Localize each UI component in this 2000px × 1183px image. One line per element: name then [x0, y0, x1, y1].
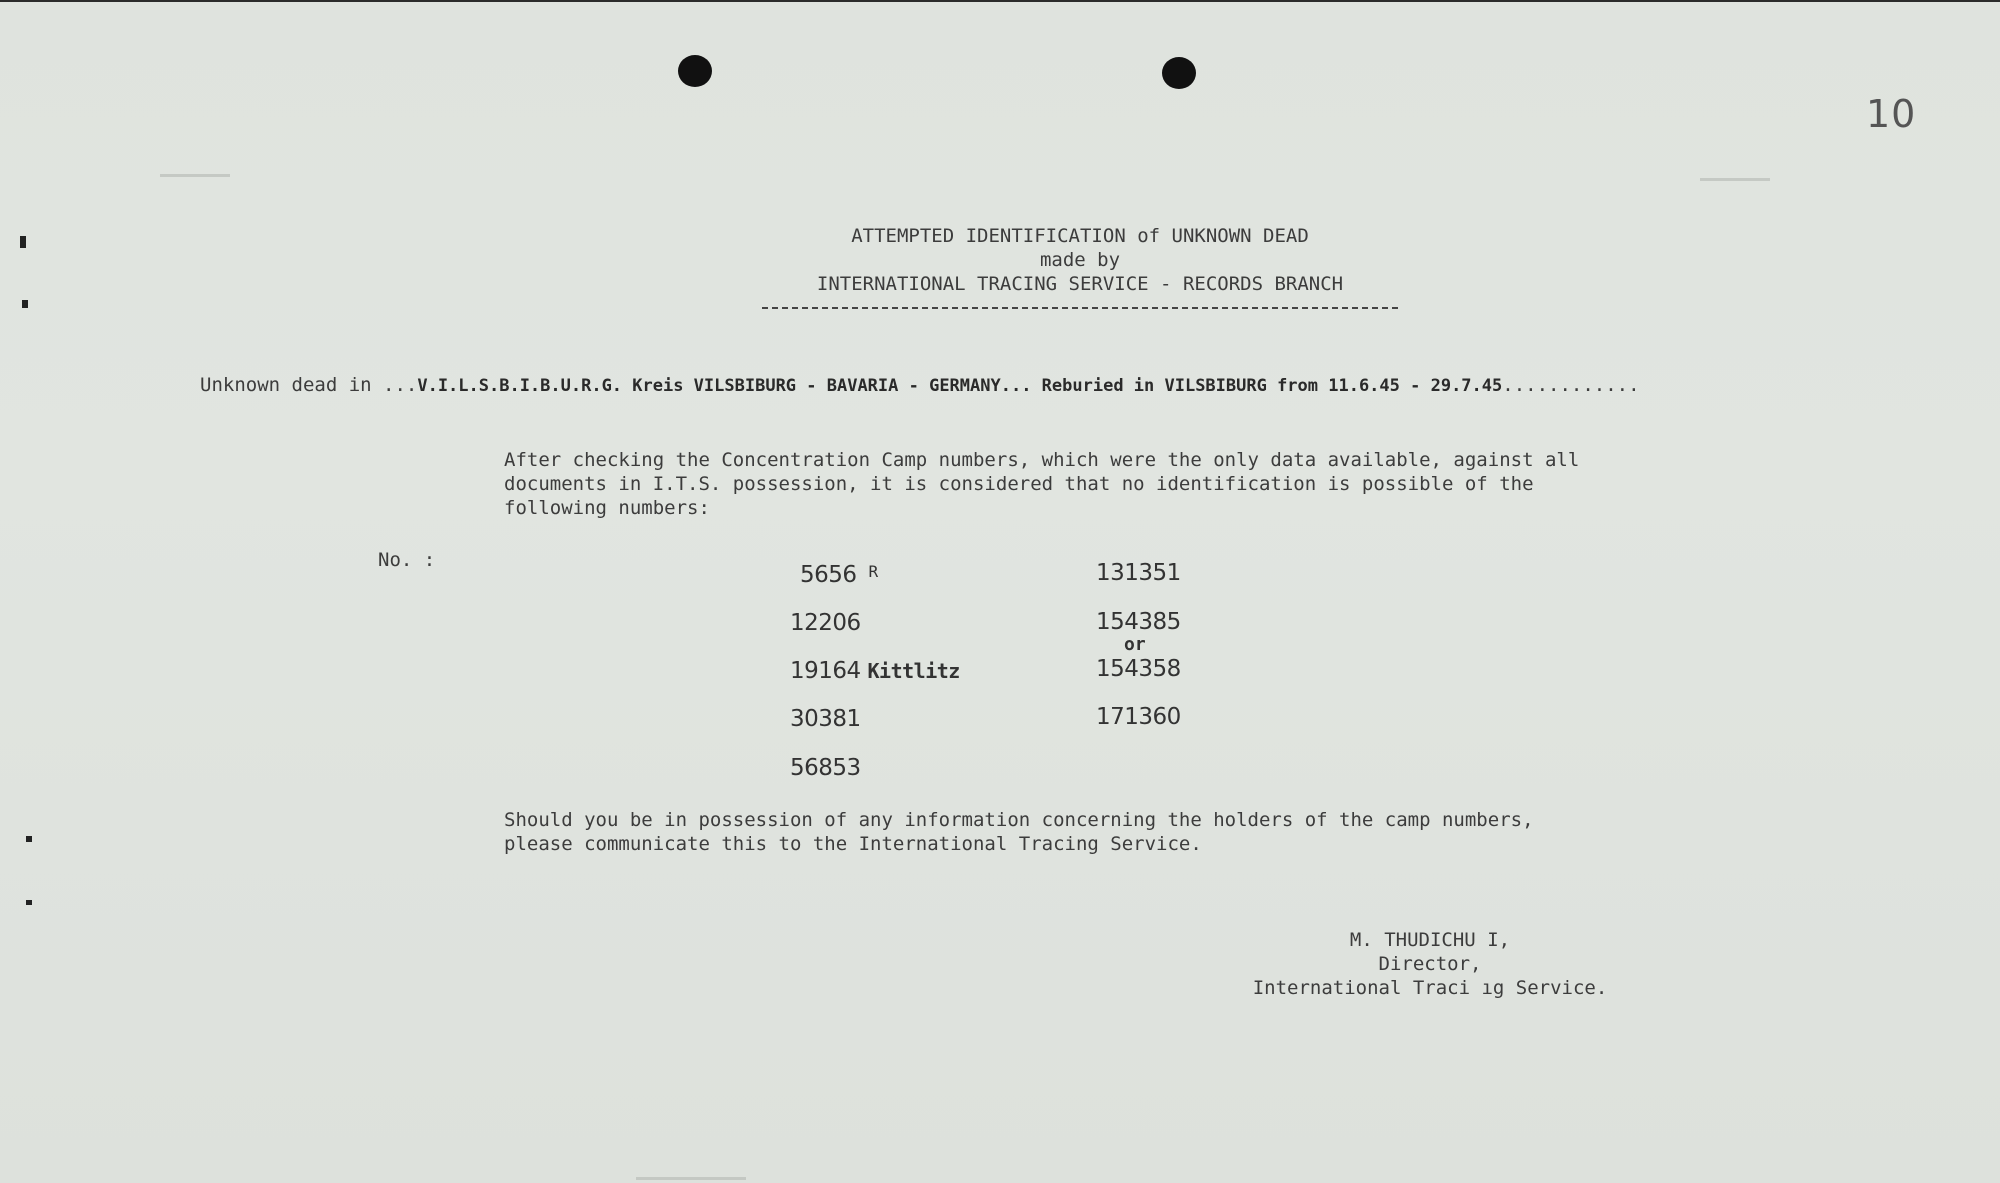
camp-number: [1096, 704, 1181, 730]
intro-paragraph: [504, 448, 1764, 520]
closing-line: please communicate this to the International Tracing Service.: [504, 833, 1202, 855]
intro-line: following numbers:: [504, 497, 710, 519]
intro-line: After checking the Concentration Camp numbers, which were the only data available, against all: [504, 449, 1580, 471]
smudge-mark: [1700, 178, 1770, 181]
camp-number-value: 131351: [1096, 560, 1181, 586]
camp-number: [790, 706, 861, 732]
signatory-name: M. THUDICHU I,: [1349, 929, 1511, 951]
binder-mark-top: [20, 236, 26, 248]
signatory-organization: International Traci ıg Service.: [1252, 977, 1608, 999]
camp-number: [800, 562, 878, 588]
camp-number: [1096, 609, 1181, 635]
camp-number: [1096, 560, 1181, 586]
header-made-by: made by: [1039, 249, 1121, 271]
punch-hole-right: [1162, 57, 1196, 89]
camp-number-value: 19164: [790, 658, 861, 684]
unknown-dead-place: V.I.L.S.B.I.B.U.R.G. Kreis VILSBIBURG - BAVARIA - GERMANY... Reburied in VILSBIBURG from 11.6.45 - 29.7.45: [417, 376, 1503, 396]
camp-number-value: 5656: [800, 562, 857, 588]
header-title: ATTEMPTED IDENTIFICATION of UNKNOWN DEAD: [851, 225, 1309, 247]
camp-number-value: 12206: [790, 610, 861, 636]
smudge-mark: [636, 1177, 746, 1180]
header-organization: INTERNATIONAL TRACING SERVICE - RECORDS BRANCH: [816, 273, 1344, 295]
document-header: [600, 224, 1560, 296]
camp-number-value: 30381: [790, 706, 861, 732]
camp-number-value: 171360: [1096, 704, 1181, 730]
unknown-dead-line: [200, 374, 1640, 396]
page-number: 10: [1866, 92, 1917, 136]
closing-line: Should you be in possession of any information concerning the holders of the camp numbers,: [504, 809, 1534, 831]
binder-mark-bottom: [26, 900, 32, 905]
or-separator: or: [1124, 634, 1146, 655]
numbers-label: No. :: [378, 549, 436, 571]
camp-number-value: 154385: [1096, 609, 1181, 635]
unknown-dead-prefix: Unknown dead in ...: [200, 374, 418, 396]
camp-number: [790, 658, 960, 684]
unknown-dead-trailing-dots: ............: [1502, 374, 1640, 396]
smudge-mark: [160, 174, 230, 177]
camp-number: [790, 610, 861, 636]
signatory-title: Director,: [1378, 953, 1482, 975]
signature-block: [1230, 928, 1630, 1000]
camp-number-suffix: R: [868, 562, 878, 581]
header-divider: [762, 307, 1398, 309]
camp-number-value: 154358: [1096, 656, 1181, 682]
closing-paragraph: [504, 808, 1764, 856]
intro-line: documents in I.T.S. possession, it is considered that no identification is possible of the: [504, 473, 1534, 495]
camp-number: [1096, 656, 1181, 682]
camp-number-value: 56853: [790, 755, 861, 781]
camp-number-note: Kittlitz: [867, 659, 960, 683]
binder-mark-mid: [22, 300, 28, 308]
punch-hole-left: [678, 55, 712, 87]
binder-mark-low: [26, 836, 32, 842]
camp-number: [790, 755, 861, 781]
